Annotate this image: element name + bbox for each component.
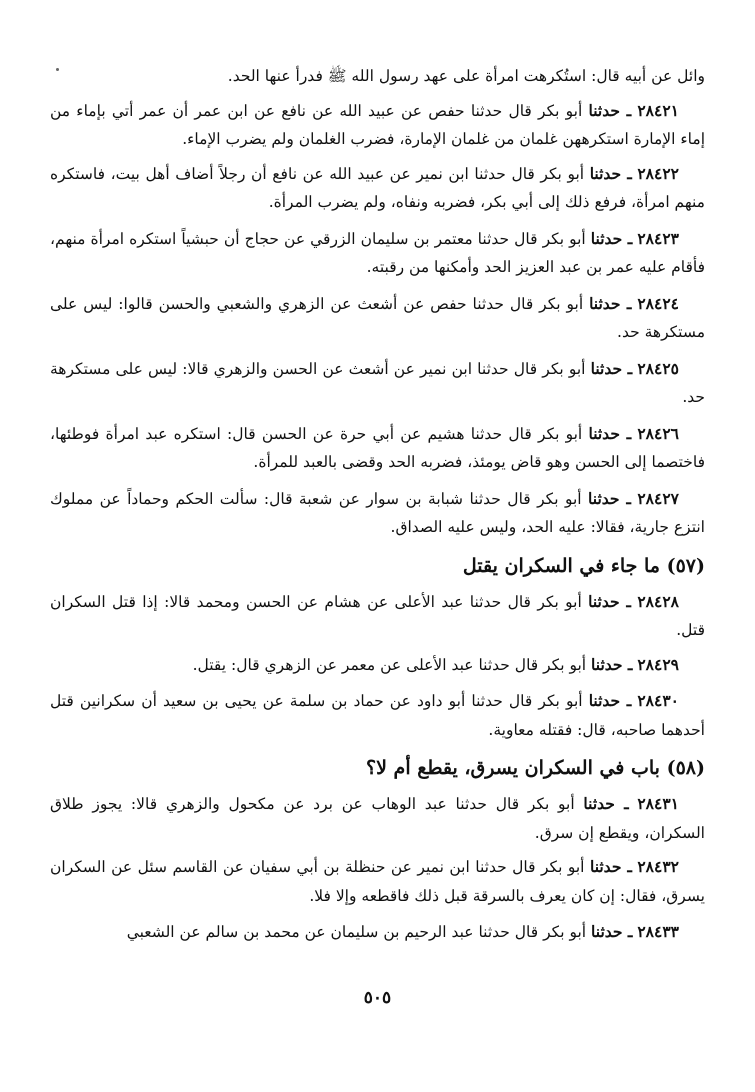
hadith-entry — [50, 160, 705, 217]
hadith-text: أبو بكر قال حدثنا معتمر بن سليمان الزرقي عن حجاج أن حبشياً استكره امرأة منهم، فأقام عليه عمر بن عبد العزيز الحد وأمكنها من رقبته. — [50, 229, 705, 276]
hadith-lead: ـ حدثنا — [589, 293, 632, 313]
hadith-lead: ـ حدثنا — [591, 654, 633, 674]
hadith-lead: ـ حدثنا — [588, 691, 632, 710]
hadith-entry — [50, 687, 705, 744]
hadith-entry — [50, 97, 705, 154]
hadith-number: ٢٨٤٣٢ — [637, 857, 679, 876]
hadith-number: ٢٨٤٢١ — [637, 100, 679, 120]
hadith-number: ٢٨٤٣٣ — [637, 922, 679, 941]
hadith-lead: ـ حدثنا — [589, 857, 632, 876]
hadith-entry — [50, 790, 705, 847]
hadith-lead: ـ حدثنا — [583, 794, 629, 813]
hadith-entry — [50, 355, 705, 412]
hadith-number: ٢٨٤٢٦ — [637, 423, 679, 443]
hadith-entry — [50, 485, 705, 542]
entries-group-a — [50, 97, 705, 542]
hadith-text: أبو بكر قال حدثنا عبد الأعلى عن هشام عن الحسن ومحمد قالا: إذا قتل السكران قتل. — [50, 592, 705, 639]
chapter-heading-57: (٥٧) ما جاء في السكران يقتل — [462, 554, 705, 577]
entries-group-c — [50, 790, 705, 947]
hadith-entry — [50, 290, 705, 347]
scan-speck — [56, 68, 59, 71]
hadith-text: أبو بكر قال حدثنا ابن نمير عن أشعث عن الحسن والزهري قالا: ليس على مستكرهة حد. — [50, 359, 705, 406]
chapter-heading-58: (٥٨) باب في السكران يسرق، يقطع أم لا؟ — [366, 757, 705, 779]
hadith-number: ٢٨٤٢٣ — [637, 228, 679, 248]
hadith-entry — [50, 853, 705, 910]
hadith-number: ٢٨٤٣٠ — [637, 691, 679, 710]
hadith-text: أبو بكر قال حدثنا حفص عن أشعث عن الزهري والشعبي والحسن قالوا: ليس على مستكرهة حد. — [50, 294, 705, 341]
hadith-lead: ـ حدثنا — [589, 163, 632, 183]
hadith-text: أبو بكر قال حدثنا ابن نمير عن عبيد الله عن نافع أن رجلاً أضاف أهل بيت، فاستكره منهم امرأة، فرفع ذلك إلى أبي بكر، فضربه ونفاه، ولم يضرب المرأة. — [50, 164, 705, 211]
hadith-text: أبو بكر قال حدثنا شبابة بن سوار عن شعبة قال: سألت الحكم وحماداً عن مملوك انتزع جارية، فقالا: عليه الحد، وليس عليه الصداق. — [50, 489, 705, 536]
hadith-lead: ـ حدثنا — [590, 228, 633, 248]
hadith-lead: ـ حدثنا — [588, 591, 631, 611]
hadith-text: أبو بكر قال حدثنا ابن نمير عن حنظلة بن أبي سفيان عن القاسم سئل عن السكران يسرق، فقال: إن كان يعرف بالسرقة قبل ذلك فاقطعه وإلا فلا. — [50, 858, 705, 905]
hadith-number: ٢٨٤٢٨ — [637, 591, 679, 611]
hadith-entry — [50, 420, 705, 477]
hadith-text: أبو بكر قال حدثنا عبد الرحيم بن سليمان عن محمد بن سالم عن الشعبي — [126, 923, 587, 941]
hadith-number: ٢٨٤٣١ — [637, 794, 679, 813]
hadith-lead: ـ حدثنا — [591, 922, 633, 941]
page-number: ٥٠٥ — [363, 988, 392, 1008]
page-body — [50, 62, 705, 947]
hadith-text: أبو بكر قال حدثنا عبد الوهاب عن برد عن مكحول والزهري قالا: يجوز طلاق السكران، ويقطع إن سرق. — [50, 795, 705, 842]
hadith-number: ٢٨٤٢٥ — [637, 358, 679, 378]
hadith-entry — [50, 588, 705, 645]
hadith-number: ٢٨٤٢٩ — [637, 654, 679, 674]
hadith-text: أبو بكر قال حدثنا أبو داود عن حماد بن سلمة عن يحيى بن سعيد أن سكرانين قتل أحدهما صاحبه، قال: فقتله معاوية. — [50, 692, 705, 739]
hadith-text: أبو بكر قال حدثنا هشيم عن أبي حرة عن الحسن قال: استكره عبد امرأة فوطئها، فاختصما إلى الحسن وهو قاض يومئذ، فضربه الحد وقضى بالعبد للمرأة. — [50, 424, 705, 471]
hadith-number: ٢٨٤٢٢ — [637, 163, 679, 183]
hadith-lead: ـ حدثنا — [590, 358, 633, 378]
hadith-entry — [50, 225, 705, 282]
hadith-lead: ـ حدثنا — [588, 488, 631, 508]
hadith-number: ٢٨٤٢٤ — [637, 293, 679, 313]
intro-paragraph: وائل عن أبيه قال: استُكرهت امرأة على عهد رسول الله ﷺ فدرأ عنها الحد. — [227, 67, 705, 85]
hadith-text: أبو بكر قال حدثنا عبد الأعلى عن معمر عن الزهري قال: يقتل. — [192, 655, 587, 674]
hadith-text: أبو بكر قال حدثنا حفص عن عبيد الله عن نافع عن ابن عمر أن عمر أتي بإماء من إماء الإمارة استكرههن غلمان من غلمان الإمارة، فضرب الغلمان ولم يضرب الإماء. — [50, 101, 705, 148]
hadith-number: ٢٨٤٢٧ — [637, 488, 679, 508]
entries-group-b — [50, 588, 705, 745]
hadith-lead: ـ حدثنا — [588, 423, 632, 443]
hadith-entry — [50, 918, 705, 947]
hadith-lead: ـ حدثنا — [588, 100, 632, 120]
hadith-entry — [50, 651, 705, 680]
